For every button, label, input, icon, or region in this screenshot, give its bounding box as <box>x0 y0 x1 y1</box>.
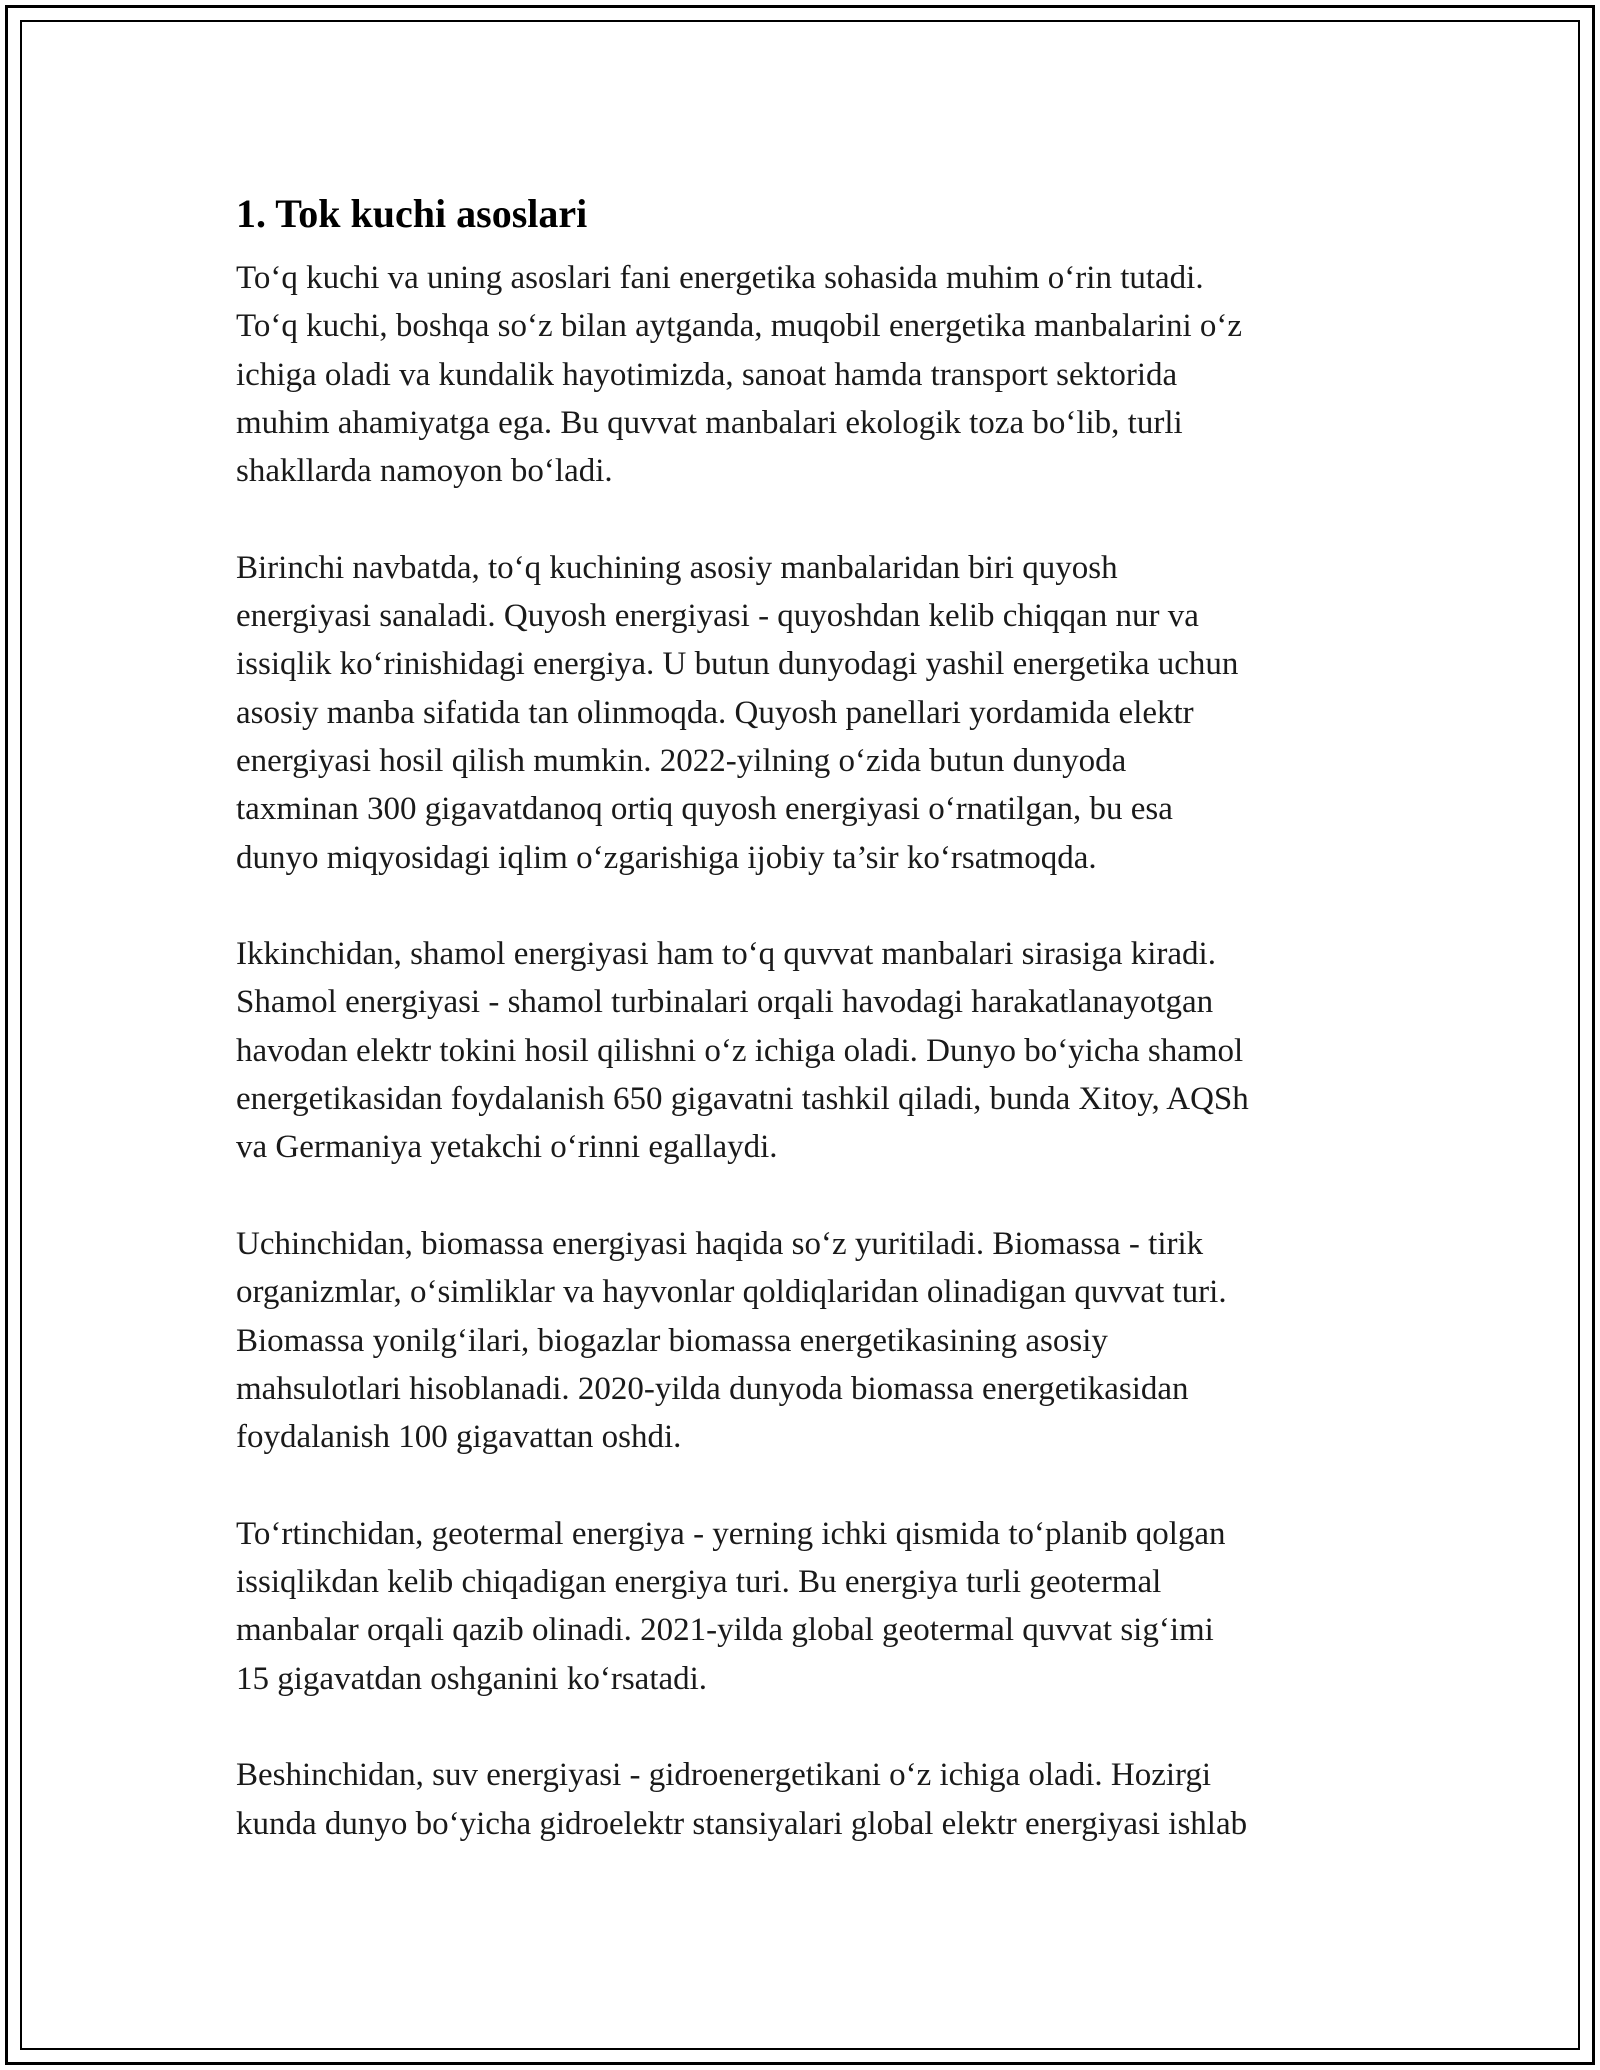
text-line: havodan elektr tokini hosil qilishni o‘z ichiga oladi. Dunyo bo‘yicha shamol <box>236 1032 1244 1069</box>
text-line: Ikkinchidan, shamol energiyasi ham to‘q quvvat manbalari sirasiga kiradi. <box>236 936 1216 973</box>
paragraph <box>236 1220 1386 1461</box>
text-line: mahsulotlari hisoblanadi. 2020-yilda dunyoda biomassa energetikasidan <box>236 1370 1189 1407</box>
paragraph <box>236 930 1386 1171</box>
text-line: shakllarda namoyon bo‘ladi. <box>236 453 613 490</box>
text-line: energiyasi hosil qilish mumkin. 2022-yilning o‘zida butun dunyoda <box>236 742 1127 779</box>
text-line: muhim ahamiyatga ega. Bu quvvat manbalari ekologik toza bo‘lib, turli <box>236 404 1183 441</box>
text-line: taxminan 300 gigavatdanoq ortiq quyosh energiyasi o‘rnatilgan, bu esa <box>236 791 1173 828</box>
text-line: manbalar orqali qazib olinadi. 2021-yilda global geotermal quvvat sig‘imi <box>236 1612 1214 1649</box>
text-line: 15 gigavatdan oshganini ko‘rsatadi. <box>236 1660 708 1697</box>
text-line: issiqlik ko‘rinishidagi energiya. U butun dunyodagi yashil energetika uchun <box>236 646 1239 683</box>
text-line: Uchinchidan, biomassa energiyasi haqida so‘z yuritiladi. Biomassa - tirik <box>236 1225 1204 1262</box>
text-line: Shamol energiyasi - shamol turbinalari orqali havodagi harakatlanayotgan <box>236 984 1214 1021</box>
text-line: energetikasidan foydalanish 650 gigavatni tashkil qiladi, bunda Xitoy, AQSh <box>236 1081 1249 1118</box>
paragraph <box>236 544 1386 882</box>
text-line: To‘q kuchi, boshqa so‘z bilan aytganda, muqobil energetika manbalarini o‘z <box>236 308 1243 345</box>
paragraph <box>236 254 1386 495</box>
paragraph <box>236 1751 1386 1848</box>
text-line: foydalanish 100 gigavattan oshdi. <box>236 1419 682 1456</box>
text-line: organizmlar, o‘simliklar va hayvonlar qoldiqlaridan olinadigan quvvat turi. <box>236 1274 1227 1311</box>
text-line: kunda dunyo bo‘yicha gidroelektr stansiyalari global elektr energiyasi ishlab <box>236 1805 1248 1842</box>
text-line: asosiy manba sifatida tan olinmoqda. Quyosh panellari yordamida elektr <box>236 694 1194 731</box>
section-heading: 1. Tok kuchi asoslari <box>236 191 588 236</box>
paragraph-list <box>236 254 1386 1848</box>
document-body <box>236 186 1386 1896</box>
text-line: energiyasi sanaladi. Quyosh energiyasi - quyoshdan kelib chiqqan nur va <box>236 598 1199 635</box>
text-line: va Germaniya yetakchi o‘rinni egallaydi. <box>236 1129 778 1166</box>
text-line: To‘rtinchidan, geotermal energiya - yerning ichki qismida to‘planib qolgan <box>236 1515 1226 1552</box>
text-line: ichiga oladi va kundalik hayotimizda, sanoat hamda transport sektorida <box>236 356 1178 393</box>
paragraph <box>236 1510 1386 1703</box>
text-line: Beshinchidan, suv energiyasi - gidroenergetikani o‘z ichiga oladi. Hozirgi <box>236 1757 1212 1794</box>
text-line: To‘q kuchi va uning asoslari fani energetika sohasida muhim o‘rin tutadi. <box>236 260 1204 296</box>
text-line: Biomassa yonilg‘ilari, biogazlar biomassa energetikasining asosiy <box>236 1322 1108 1359</box>
text-line: dunyo miqyosidagi iqlim o‘zgarishiga ijobiy ta’sir ko‘rsatmoqda. <box>236 839 1097 876</box>
text-line: Birinchi navbatda, to‘q kuchining asosiy manbalaridan biri quyosh <box>236 549 1118 586</box>
text-line: issiqlikdan kelib chiqadigan energiya turi. Bu energiya turli geotermal <box>236 1564 1162 1601</box>
